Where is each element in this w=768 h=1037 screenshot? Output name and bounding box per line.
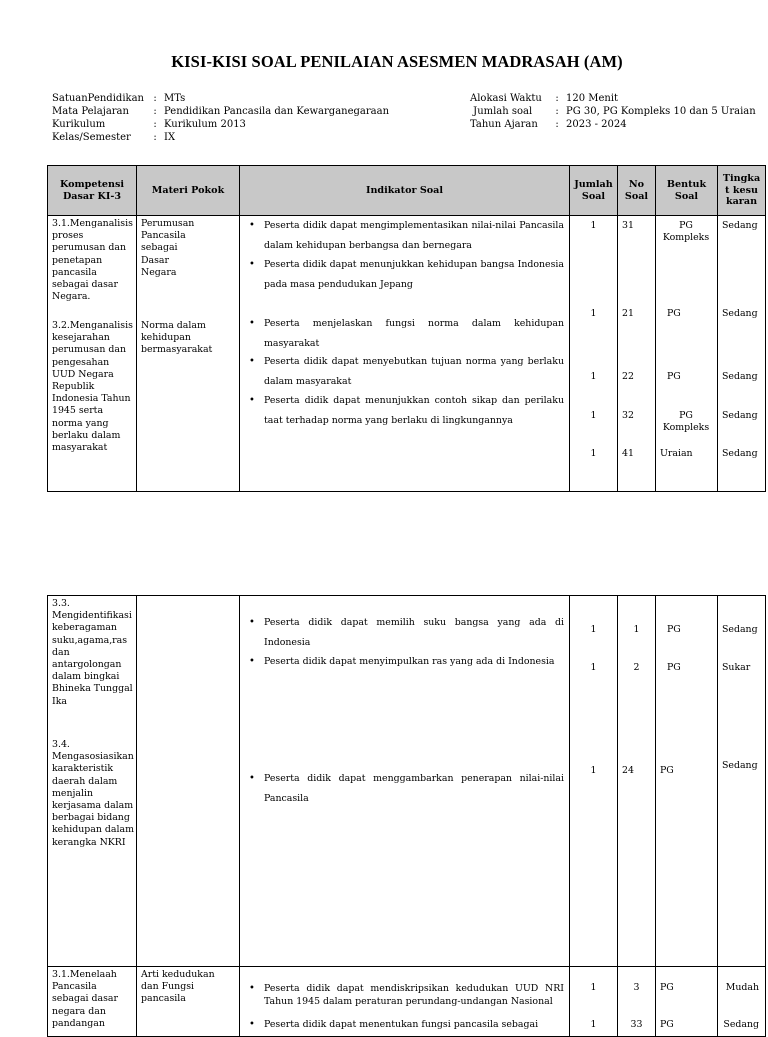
meta-value: Kurikulum 2013 — [164, 119, 246, 130]
jumlah-value: 1 — [590, 982, 597, 993]
no-value: 31 — [622, 220, 634, 231]
meta-row — [470, 92, 756, 105]
list-item — [249, 391, 564, 430]
jumlah-value: 1 — [590, 410, 597, 421]
indikator-text: Peserta didik dapat menunjukkan kehidupan bangsa Indonesia pada masa pendudukan Jepang — [264, 259, 564, 290]
indikator-text: Peserta didik dapat menggambarkan penerapan nilai-nilai Pancasila — [264, 773, 564, 804]
meta-label: Mata Pelajaran — [52, 106, 129, 117]
bentuk-value: PG Kompleks — [662, 410, 710, 434]
materi-cell — [137, 596, 239, 966]
indikator-text: Peserta didik dapat memilih suku bangsa yang ada di Indonesia — [264, 617, 564, 648]
tingkat-value: Sedang — [722, 448, 758, 459]
no-value: 2 — [633, 662, 640, 673]
no-value: 21 — [622, 308, 634, 319]
indikator-text: Peserta didik dapat mengimplementasikan nilai-nilai Pancasila dalam kehidupan berbangsa dan bernegara — [264, 220, 564, 251]
bentuk-cell — [656, 216, 717, 491]
meta-left — [52, 92, 389, 144]
tingkat-value: Sedang — [722, 308, 758, 319]
table-row — [48, 216, 766, 492]
header-indikator: Indikator Soal — [240, 166, 570, 216]
meta-row — [52, 92, 389, 105]
tingkat-value: Sukar — [722, 662, 751, 673]
list-item — [249, 613, 564, 652]
meta-row — [52, 131, 389, 144]
materi-text: Norma dalam kehidupan bermasyarakat — [141, 320, 213, 356]
list-item — [249, 216, 564, 255]
tingkat-value: Sedang — [722, 760, 758, 771]
bentuk-value: PG — [667, 624, 681, 635]
header-kd: Kompetensi Dasar KI-3 — [48, 166, 137, 216]
kd-text: 3.2.Menganalisis kesejarahan perumusan dan pengesahan UUD Negara Republik Indonesia Tahun 1945 serta norma yang berlaku dalam masyarakat — [52, 320, 133, 454]
jumlah-value: 1 — [590, 220, 597, 231]
kd-text: 3.1.Menganalisis proses perumusan dan penetapan pancasila sebagai dasar Negara. — [52, 218, 133, 303]
list-item — [249, 255, 564, 294]
bentuk-value: PG Kompleks — [662, 220, 710, 244]
meta-label: SatuanPendidikan — [52, 93, 144, 104]
table-header-row — [48, 166, 766, 216]
indikator-cell — [240, 596, 569, 966]
meta-value: IX — [164, 132, 176, 143]
materi-cell — [137, 216, 239, 491]
no-value: 24 — [622, 765, 634, 776]
bentuk-value: PG — [667, 371, 681, 382]
tingkat-value: Sedang — [722, 371, 758, 382]
meta-value: 2023 - 2024 — [566, 119, 627, 130]
bullet-icon: • — [249, 259, 255, 270]
no-value: 33 — [630, 1019, 643, 1030]
no-value: 1 — [633, 624, 640, 635]
jumlah-cell — [570, 596, 617, 966]
meta-row — [52, 118, 389, 131]
list-item — [249, 769, 564, 808]
indikator-text: Peserta didik dapat menentukan fungsi pancasila sebagai — [264, 1019, 539, 1030]
jumlah-value: 1 — [590, 448, 597, 459]
no-value: 41 — [622, 448, 634, 459]
no-cell — [618, 596, 655, 966]
meta-colon: : — [555, 119, 559, 130]
kd-cell — [48, 967, 136, 1027]
meta-value: MTs — [164, 93, 186, 104]
meta-row — [470, 105, 756, 118]
jumlah-value: 1 — [590, 662, 597, 673]
meta-value: 120 Menit — [566, 93, 619, 104]
kd-text: 3.3. Mengidentifikasi keberagaman suku,agama,ras dan antargolongan dalam bingkai Bhineka Tunggal Ika — [52, 598, 133, 707]
meta-label: Jumlah soal — [470, 106, 533, 117]
jumlah-cell — [570, 216, 617, 491]
meta-label: Kurikulum — [52, 119, 106, 130]
bullet-icon: • — [249, 617, 255, 628]
jumlah-cell — [570, 967, 617, 1030]
no-value: 22 — [622, 371, 634, 382]
indikator-text: Peserta didik dapat menyimpulkan ras yang ada di Indonesia — [264, 656, 555, 667]
bullet-icon: • — [249, 983, 255, 994]
header-jumlah: Jumlah Soal — [570, 166, 618, 216]
kd-cell — [48, 216, 136, 491]
bentuk-value: PG — [660, 765, 674, 776]
bullet-icon: • — [249, 1019, 255, 1030]
no-cell — [618, 216, 655, 491]
list-item — [249, 983, 564, 1008]
indikator-text: Peserta didik dapat menunjukkan contoh sikap dan perilaku taat terhadap norma yang berlaku di lingkungannya — [264, 395, 564, 426]
list-item — [249, 652, 564, 672]
bentuk-cell — [656, 596, 717, 966]
tingkat-value: Mudah — [725, 982, 759, 993]
materi-cell — [137, 967, 239, 1027]
meta-colon: : — [555, 106, 559, 117]
bullet-icon: • — [249, 395, 255, 406]
document-title: KISI-KISI SOAL PENILAIAN ASESMEN MADRASAH (AM) — [171, 52, 623, 71]
meta-row — [52, 105, 389, 118]
table-row — [48, 967, 766, 1037]
bullet-icon: • — [249, 656, 255, 667]
jumlah-value: 1 — [590, 624, 597, 635]
list-item — [249, 314, 564, 353]
bentuk-value: PG — [660, 982, 674, 993]
bullet-icon: • — [249, 773, 255, 784]
meta-colon: : — [153, 93, 157, 104]
tingkat-value: Sedang — [722, 624, 758, 635]
tingkat-value: Sedang — [723, 1019, 759, 1030]
meta-row — [470, 118, 756, 131]
bentuk-cell — [656, 967, 717, 1030]
kd-text: 3.1.Menelaah Pancasila sebagai dasar negara dan pandangan — [52, 969, 118, 1029]
meta-value: PG 30, PG Kompleks 10 dan 5 Uraian — [566, 106, 756, 117]
bentuk-value: PG — [667, 662, 681, 673]
no-value: 3 — [633, 982, 640, 993]
tingkat-value: Sedang — [722, 220, 758, 231]
indikator-cell — [240, 967, 569, 1030]
kisi-table-1 — [47, 165, 766, 492]
meta-colon: : — [153, 119, 157, 130]
materi-text: Perumusan Pancasila sebagai Dasar Negara — [141, 218, 195, 278]
header-bentuk: Bentuk Soal — [656, 166, 718, 216]
bullet-icon: • — [249, 356, 255, 367]
bentuk-value: PG — [667, 308, 681, 319]
list-item — [249, 1019, 564, 1032]
header-no: No Soal — [618, 166, 656, 216]
indikator-text: Peserta didik dapat mendiskripsikan kedudukan UUD NRI Tahun 1945 dalam peraturan perundang-undangan Nasional — [264, 983, 564, 1007]
no-cell — [618, 967, 655, 1030]
bentuk-value: PG — [660, 1019, 674, 1030]
materi-text: Arti kedudukan dan Fungsi pancasila — [141, 969, 215, 1005]
jumlah-value: 1 — [590, 1019, 597, 1030]
meta-colon: : — [153, 132, 157, 143]
tingkat-value: Sedang — [722, 410, 758, 421]
meta-label: Tahun Ajaran — [470, 119, 538, 130]
jumlah-value: 1 — [590, 371, 597, 382]
header-tingkat: Tingkat kesukaran — [718, 166, 766, 216]
indikator-text: Peserta didik dapat menyebutkan tujuan norma yang berlaku dalam masyarakat — [264, 356, 564, 387]
header-materi: Materi Pokok — [137, 166, 240, 216]
tingkat-cell — [718, 216, 765, 491]
kd-cell — [48, 596, 136, 966]
list-item — [249, 352, 564, 391]
tingkat-cell — [718, 596, 765, 966]
jumlah-value: 1 — [590, 308, 597, 319]
bullet-icon: • — [249, 318, 255, 329]
kd-text: 3.4. Mengasosiasikan karakteristik daerah dalam menjalin kerjasama dalam berbagai bidang kehidupan dalam kerangka NKRI — [52, 739, 134, 848]
meta-label: Kelas/Semester — [52, 132, 131, 143]
meta-colon: : — [153, 106, 157, 117]
table-row — [48, 596, 766, 967]
meta-label: Alokasi Waktu — [470, 93, 542, 104]
kisi-table-2 — [47, 595, 766, 1037]
meta-right — [470, 92, 756, 131]
bentuk-value: Uraian — [660, 448, 693, 459]
bullet-icon: • — [249, 220, 255, 231]
meta-colon: : — [555, 93, 559, 104]
tingkat-cell — [718, 967, 765, 1030]
indikator-text: Peserta menjelaskan fungsi norma dalam kehidupan masyarakat — [264, 318, 564, 349]
no-value: 32 — [622, 410, 634, 421]
indikator-cell — [240, 216, 569, 491]
meta-value: Pendidikan Pancasila dan Kewarganegaraan — [164, 106, 390, 117]
jumlah-value: 1 — [590, 765, 597, 776]
